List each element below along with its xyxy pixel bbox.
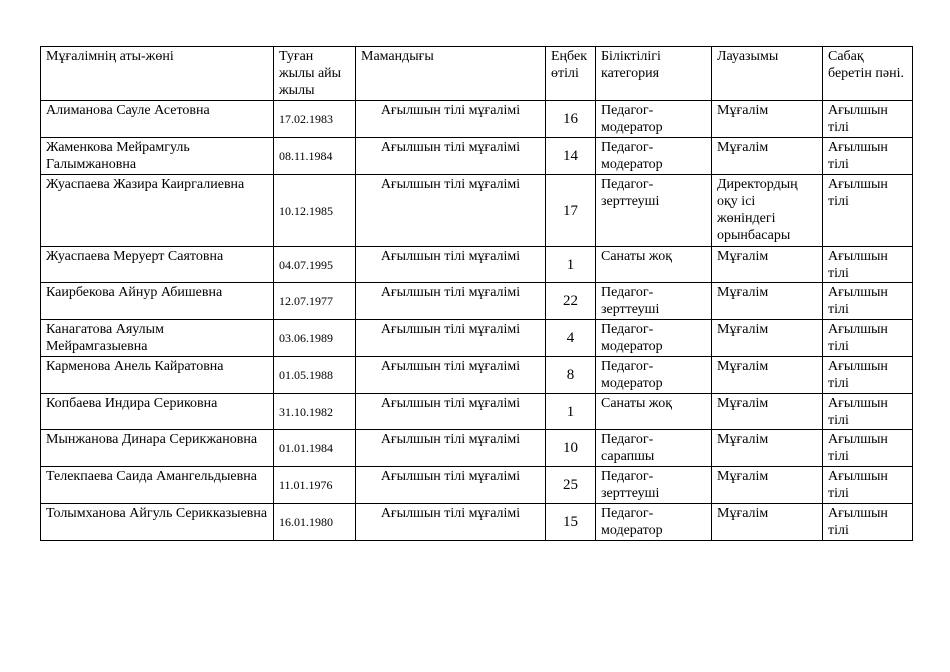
table-header-row <box>41 47 913 101</box>
cell-dob: 12.07.1977 <box>274 283 356 320</box>
header-category: Біліктілігі категория <box>596 47 712 101</box>
table-row <box>41 357 913 394</box>
teachers-table <box>40 46 913 541</box>
header-position: Лауазымы <box>712 47 823 101</box>
cell-position: Мұғалім <box>712 467 823 504</box>
header-dob: Туған жылы айы жылы <box>274 47 356 101</box>
cell-subject: Ағылшын тілі <box>823 101 913 138</box>
cell-specialty: Ағылшын тілі мұғалімі <box>356 430 546 467</box>
cell-position: Мұғалім <box>712 357 823 394</box>
cell-name: Жуаспаева Жазира Каиргалиевна <box>41 175 274 247</box>
cell-experience: 1 <box>546 247 596 283</box>
cell-specialty: Ағылшын тілі мұғалімі <box>356 320 546 357</box>
cell-name: Жуаспаева Меруерт Саятовна <box>41 247 274 283</box>
cell-category: Педагог-модератор <box>596 138 712 175</box>
cell-name: Жаменкова Мейрамгуль Галымжановна <box>41 138 274 175</box>
cell-category: Санаты жоқ <box>596 394 712 430</box>
cell-experience: 16 <box>546 101 596 138</box>
cell-subject: Ағылшын тілі <box>823 357 913 394</box>
cell-subject: Ағылшын тілі <box>823 283 913 320</box>
cell-subject: Ағылшын тілі <box>823 320 913 357</box>
cell-experience: 4 <box>546 320 596 357</box>
cell-experience: 8 <box>546 357 596 394</box>
header-specialty: Мамандығы <box>356 47 546 101</box>
cell-position: Директордың оқу ісі жөніндегі орынбасары <box>712 175 823 247</box>
cell-dob: 03.06.1989 <box>274 320 356 357</box>
cell-position: Мұғалім <box>712 430 823 467</box>
cell-specialty: Ағылшын тілі мұғалімі <box>356 283 546 320</box>
cell-category: Педагог-сарапшы <box>596 430 712 467</box>
cell-category: Педагог-модератор <box>596 101 712 138</box>
cell-experience: 17 <box>546 175 596 247</box>
cell-specialty: Ағылшын тілі мұғалімі <box>356 394 546 430</box>
table-row <box>41 504 913 541</box>
cell-experience: 22 <box>546 283 596 320</box>
table-row <box>41 247 913 283</box>
table-row <box>41 138 913 175</box>
cell-category: Санаты жоқ <box>596 247 712 283</box>
cell-dob: 04.07.1995 <box>274 247 356 283</box>
cell-name: Карменова Анель Кайратовна <box>41 357 274 394</box>
cell-experience: 15 <box>546 504 596 541</box>
cell-category: Педагог-модератор <box>596 357 712 394</box>
header-experience: Еңбек өтілі <box>546 47 596 101</box>
cell-dob: 11.01.1976 <box>274 467 356 504</box>
cell-position: Мұғалім <box>712 138 823 175</box>
cell-specialty: Ағылшын тілі мұғалімі <box>356 247 546 283</box>
cell-dob: 08.11.1984 <box>274 138 356 175</box>
cell-experience: 1 <box>546 394 596 430</box>
cell-name: Толымханова Айгуль Серикказыевна <box>41 504 274 541</box>
cell-subject: Ағылшын тілі <box>823 247 913 283</box>
cell-category: Педагог-модератор <box>596 504 712 541</box>
header-name: Мұғалімнің аты-жөні <box>41 47 274 101</box>
cell-position: Мұғалім <box>712 394 823 430</box>
table-row <box>41 394 913 430</box>
cell-subject: Ағылшын тілі <box>823 175 913 247</box>
cell-dob: 01.05.1988 <box>274 357 356 394</box>
cell-position: Мұғалім <box>712 247 823 283</box>
cell-specialty: Ағылшын тілі мұғалімі <box>356 175 546 247</box>
cell-subject: Ағылшын тілі <box>823 467 913 504</box>
cell-dob: 01.01.1984 <box>274 430 356 467</box>
cell-category: Педагог-зерттеуші <box>596 283 712 320</box>
cell-name: Мынжанова Динара Серикжановна <box>41 430 274 467</box>
cell-name: Копбаева Индира Сериковна <box>41 394 274 430</box>
cell-position: Мұғалім <box>712 101 823 138</box>
cell-name: Канагатова Аяулым Мейрамгазыевна <box>41 320 274 357</box>
cell-dob: 17.02.1983 <box>274 101 356 138</box>
table-row <box>41 175 913 247</box>
cell-subject: Ағылшын тілі <box>823 504 913 541</box>
cell-experience: 25 <box>546 467 596 504</box>
table-row <box>41 101 913 138</box>
cell-subject: Ағылшын тілі <box>823 394 913 430</box>
cell-name: Телекпаева Саида Амангельдыевна <box>41 467 274 504</box>
cell-position: Мұғалім <box>712 320 823 357</box>
cell-subject: Ағылшын тілі <box>823 430 913 467</box>
cell-specialty: Ағылшын тілі мұғалімі <box>356 101 546 138</box>
cell-category: Педагог-зерттеуші <box>596 175 712 247</box>
cell-dob: 16.01.1980 <box>274 504 356 541</box>
header-subject: Сабақ беретін пәні. <box>823 47 913 101</box>
cell-specialty: Ағылшын тілі мұғалімі <box>356 504 546 541</box>
cell-specialty: Ағылшын тілі мұғалімі <box>356 357 546 394</box>
cell-experience: 14 <box>546 138 596 175</box>
table-row <box>41 430 913 467</box>
cell-category: Педагог-модератор <box>596 320 712 357</box>
cell-category: Педагог-зерттеуші <box>596 467 712 504</box>
cell-dob: 31.10.1982 <box>274 394 356 430</box>
cell-experience: 10 <box>546 430 596 467</box>
table-row <box>41 283 913 320</box>
cell-specialty: Ағылшын тілі мұғалімі <box>356 467 546 504</box>
cell-dob: 10.12.1985 <box>274 175 356 247</box>
cell-specialty: Ағылшын тілі мұғалімі <box>356 138 546 175</box>
cell-position: Мұғалім <box>712 283 823 320</box>
table-row <box>41 467 913 504</box>
table-row <box>41 320 913 357</box>
cell-subject: Ағылшын тілі <box>823 138 913 175</box>
cell-position: Мұғалім <box>712 504 823 541</box>
cell-name: Алиманова Сауле Асетовна <box>41 101 274 138</box>
cell-name: Каирбекова Айнур Абишевна <box>41 283 274 320</box>
